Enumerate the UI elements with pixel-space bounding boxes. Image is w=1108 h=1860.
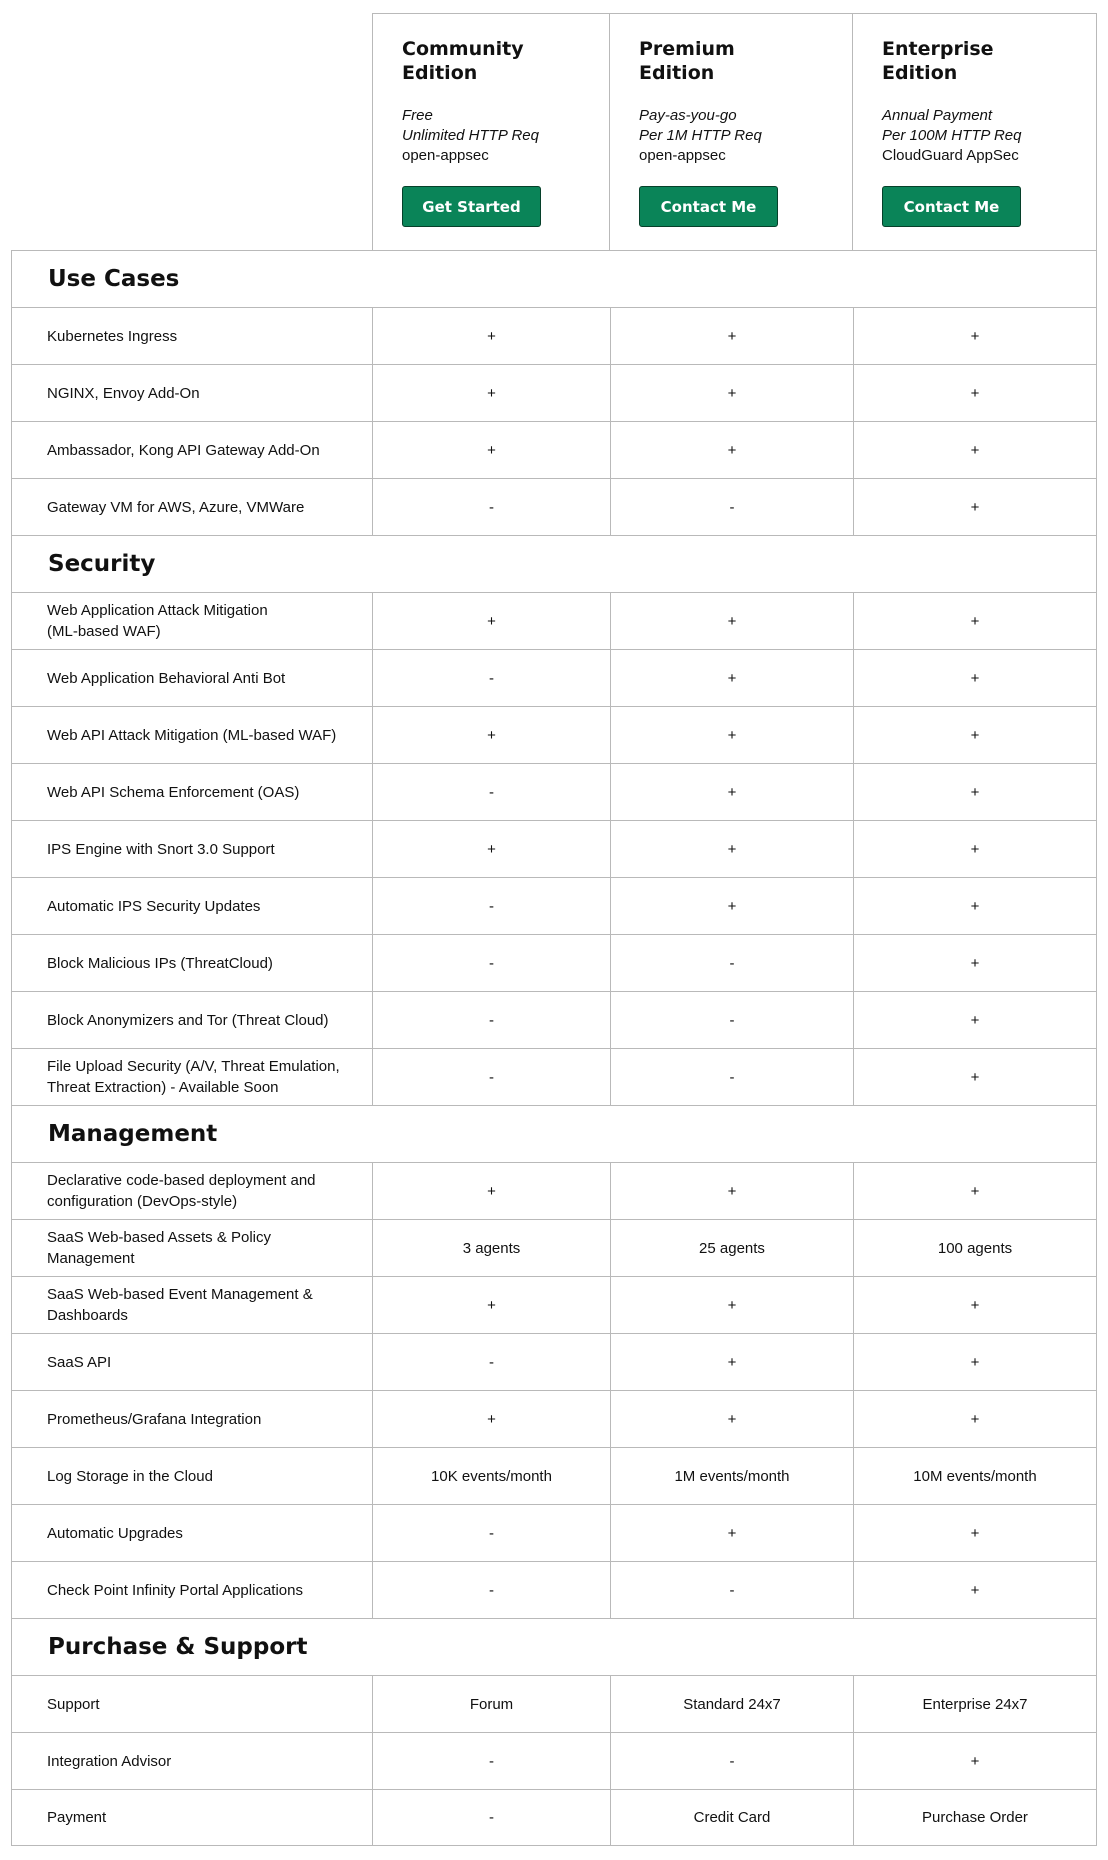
feature-name: SaaS API: [11, 1334, 372, 1390]
enterprise-value: +: [853, 821, 1097, 877]
table-row: [11, 478, 1097, 535]
section-header: Security: [11, 535, 1097, 592]
section-header: Use Cases: [11, 250, 1097, 307]
enterprise-value: +: [853, 1733, 1097, 1789]
community-value: +: [372, 593, 610, 649]
premium-value: 1M events/month: [610, 1448, 853, 1504]
feature-name: Block Anonymizers and Tor (Threat Cloud): [11, 992, 372, 1048]
community-value: -: [372, 935, 610, 991]
feature-name: Declarative code-based deployment and configuration (DevOps-style): [11, 1163, 372, 1219]
table-row: [11, 991, 1097, 1048]
premium-value: +: [610, 878, 853, 934]
community-value: +: [372, 422, 610, 478]
feature-name: NGINX, Envoy Add-On: [11, 365, 372, 421]
community-value: -: [372, 878, 610, 934]
plan-requests: Per 100M HTTP Req: [882, 127, 1022, 144]
premium-value: -: [610, 935, 853, 991]
premium-value: +: [610, 1391, 853, 1447]
enterprise-value: +: [853, 422, 1097, 478]
premium-value: +: [610, 1163, 853, 1219]
feature-name: Gateway VM for AWS, Azure, VMWare: [11, 479, 372, 535]
table-row: [11, 1789, 1097, 1846]
contact-me-button[interactable]: Contact Me: [882, 186, 1021, 227]
premium-value: +: [610, 764, 853, 820]
premium-value: Credit Card: [610, 1790, 853, 1845]
premium-value: -: [610, 992, 853, 1048]
feature-name: Web API Attack Mitigation (ML-based WAF): [11, 707, 372, 763]
community-value: -: [372, 764, 610, 820]
feature-name: Support: [11, 1676, 372, 1732]
enterprise-value: +: [853, 707, 1097, 763]
feature-name: Integration Advisor: [11, 1733, 372, 1789]
feature-name: IPS Engine with Snort 3.0 Support: [11, 821, 372, 877]
feature-name: Block Malicious IPs (ThreatCloud): [11, 935, 372, 991]
plan-details: [402, 106, 539, 166]
feature-name: Automatic IPS Security Updates: [11, 878, 372, 934]
premium-value: +: [610, 1277, 853, 1333]
plan-pricing: Annual Payment: [882, 107, 993, 124]
table-row: [11, 877, 1097, 934]
table-row: [11, 1675, 1097, 1732]
community-value: -: [372, 1505, 610, 1561]
table-row: [11, 706, 1097, 763]
enterprise-value: Enterprise 24x7: [853, 1676, 1097, 1732]
feature-name: Payment: [11, 1790, 372, 1845]
table-row: [11, 1447, 1097, 1504]
plan-community: [372, 13, 610, 250]
community-value: 10K events/month: [372, 1448, 610, 1504]
table-row: [11, 1561, 1097, 1618]
table-row: [11, 1219, 1097, 1276]
plan-product: open-appsec: [639, 147, 726, 164]
table-row: [11, 1048, 1097, 1105]
table-row: [11, 364, 1097, 421]
plan-details: [882, 106, 1022, 166]
community-value: -: [372, 992, 610, 1048]
enterprise-value: 100 agents: [853, 1220, 1097, 1276]
premium-value: -: [610, 1733, 853, 1789]
table-row: [11, 1276, 1097, 1333]
table-row: [11, 1390, 1097, 1447]
feature-name: Web Application Attack Mitigation (ML-based WAF): [11, 593, 372, 649]
table-row: [11, 763, 1097, 820]
plan-title: Enterprise Edition: [882, 38, 994, 84]
feature-name: Web API Schema Enforcement (OAS): [11, 764, 372, 820]
feature-name: Kubernetes Ingress: [11, 308, 372, 364]
plan-requests: Unlimited HTTP Req: [402, 127, 539, 144]
enterprise-value: +: [853, 1391, 1097, 1447]
table-row: [11, 1732, 1097, 1789]
community-value: Forum: [372, 1676, 610, 1732]
enterprise-value: +: [853, 878, 1097, 934]
community-value: +: [372, 365, 610, 421]
enterprise-value: +: [853, 764, 1097, 820]
enterprise-value: +: [853, 479, 1097, 535]
feature-name: SaaS Web-based Event Management & Dashboards: [11, 1277, 372, 1333]
community-value: -: [372, 650, 610, 706]
feature-name: File Upload Security (A/V, Threat Emulation, Threat Extraction) - Available Soon: [11, 1049, 372, 1105]
community-value: +: [372, 1277, 610, 1333]
enterprise-value: +: [853, 1505, 1097, 1561]
community-value: +: [372, 308, 610, 364]
premium-value: +: [610, 1505, 853, 1561]
table-row: [11, 1504, 1097, 1561]
enterprise-value: +: [853, 650, 1097, 706]
premium-value: +: [610, 422, 853, 478]
enterprise-value: +: [853, 365, 1097, 421]
plan-enterprise: [853, 13, 1097, 250]
community-value: -: [372, 1334, 610, 1390]
table-row: [11, 1333, 1097, 1390]
plan-product: CloudGuard AppSec: [882, 147, 1019, 164]
premium-value: -: [610, 479, 853, 535]
premium-value: -: [610, 1049, 853, 1105]
community-value: -: [372, 479, 610, 535]
plan-product: open-appsec: [402, 147, 489, 164]
enterprise-value: +: [853, 935, 1097, 991]
premium-value: +: [610, 308, 853, 364]
community-value: +: [372, 1391, 610, 1447]
table-row: [11, 820, 1097, 877]
feature-name: Check Point Infinity Portal Applications: [11, 1562, 372, 1618]
premium-value: +: [610, 593, 853, 649]
enterprise-value: +: [853, 992, 1097, 1048]
premium-value: +: [610, 365, 853, 421]
enterprise-value: +: [853, 1163, 1097, 1219]
enterprise-value: +: [853, 1277, 1097, 1333]
community-value: +: [372, 821, 610, 877]
section-header: Purchase & Support: [11, 1618, 1097, 1675]
plan-title: Community Edition: [402, 38, 524, 84]
community-value: 3 agents: [372, 1220, 610, 1276]
plan-details: [639, 106, 762, 166]
enterprise-value: +: [853, 1049, 1097, 1105]
premium-value: Standard 24x7: [610, 1676, 853, 1732]
table-row: [11, 934, 1097, 991]
table-row: [11, 307, 1097, 364]
plan-pricing: Free: [402, 107, 433, 124]
enterprise-value: 10M events/month: [853, 1448, 1097, 1504]
premium-value: +: [610, 707, 853, 763]
comparison-table: [11, 250, 1097, 1846]
table-row: [11, 1162, 1097, 1219]
premium-value: -: [610, 1562, 853, 1618]
plan-pricing: Pay-as-you-go: [639, 107, 737, 124]
enterprise-value: +: [853, 1562, 1097, 1618]
enterprise-value: +: [853, 308, 1097, 364]
plan-requests: Per 1M HTTP Req: [639, 127, 762, 144]
community-value: +: [372, 1163, 610, 1219]
feature-name: Prometheus/Grafana Integration: [11, 1391, 372, 1447]
community-value: -: [372, 1049, 610, 1105]
plan-premium: [610, 13, 853, 250]
community-value: -: [372, 1562, 610, 1618]
community-value: +: [372, 707, 610, 763]
premium-value: +: [610, 1334, 853, 1390]
premium-value: 25 agents: [610, 1220, 853, 1276]
feature-name: Automatic Upgrades: [11, 1505, 372, 1561]
plan-title: Premium Edition: [639, 38, 735, 84]
enterprise-value: +: [853, 593, 1097, 649]
feature-name: SaaS Web-based Assets & Policy Management: [11, 1220, 372, 1276]
community-value: -: [372, 1733, 610, 1789]
get-started-button[interactable]: Get Started: [402, 186, 541, 227]
premium-value: +: [610, 650, 853, 706]
feature-name: Web Application Behavioral Anti Bot: [11, 650, 372, 706]
table-row: [11, 649, 1097, 706]
feature-name: Log Storage in the Cloud: [11, 1448, 372, 1504]
enterprise-value: Purchase Order: [853, 1790, 1097, 1845]
contact-me-button[interactable]: Contact Me: [639, 186, 778, 227]
community-value: -: [372, 1790, 610, 1845]
table-row: [11, 592, 1097, 649]
plan-header: [372, 13, 1097, 250]
premium-value: +: [610, 821, 853, 877]
feature-name: Ambassador, Kong API Gateway Add-On: [11, 422, 372, 478]
table-row: [11, 421, 1097, 478]
enterprise-value: +: [853, 1334, 1097, 1390]
section-header: Management: [11, 1105, 1097, 1162]
